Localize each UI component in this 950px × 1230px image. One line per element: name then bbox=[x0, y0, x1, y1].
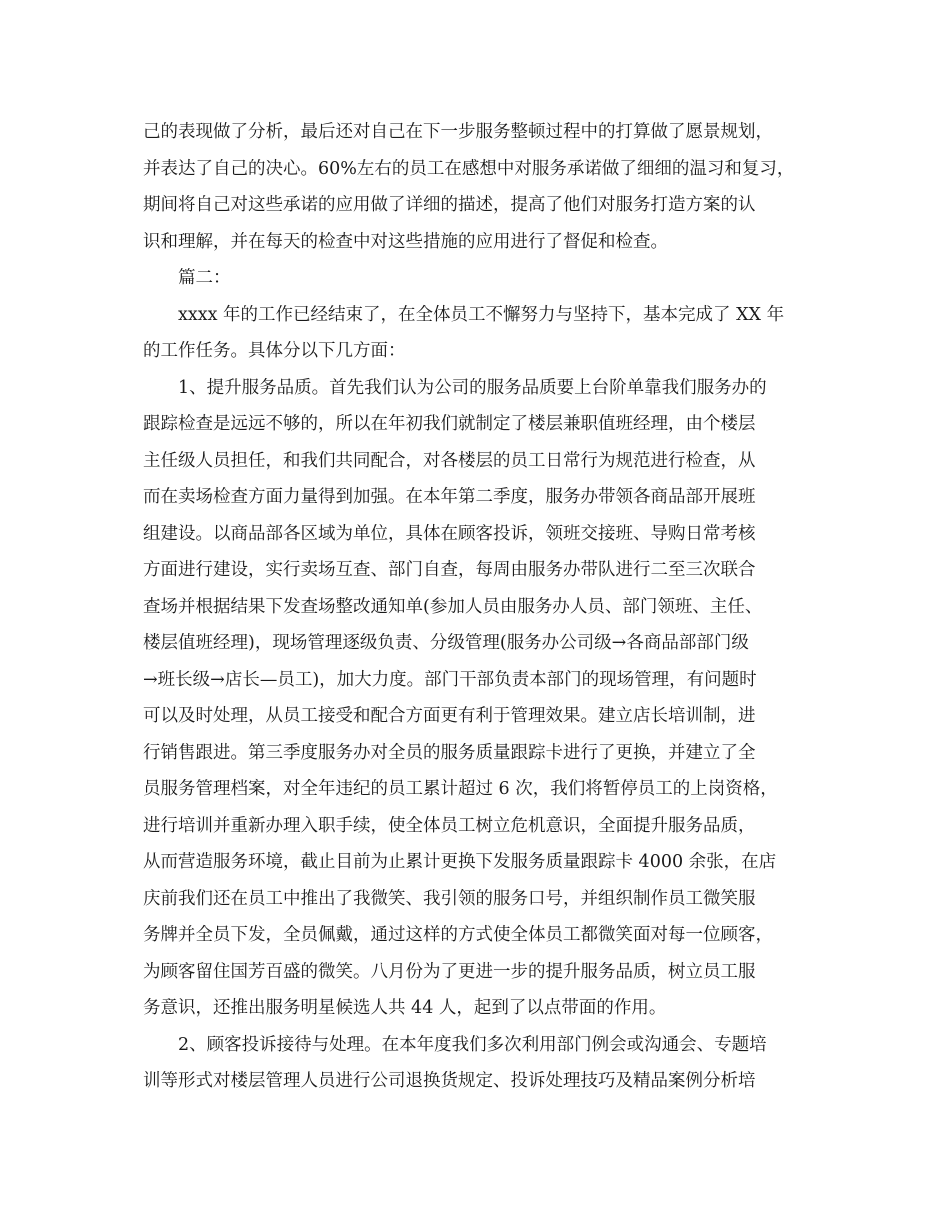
text-line: 组建设。以商品部各区域为单位，具体在顾客投诉，领班交接班、导购日常考核 bbox=[143, 523, 756, 544]
text-line: 庆前我们还在员工中推出了我微笑、我引领的服务口号，并组织制作员工微笑服 bbox=[143, 888, 756, 909]
text-line: 楼层值班经理)，现场管理逐级负责、分级管理(服务办公司级→各商品部部门级 bbox=[143, 633, 749, 653]
text-line: 方面进行建设，实行卖场互查、部门自查，每周由服务办带队进行二至三次联合 bbox=[143, 560, 756, 580]
text-line: 跟踪检查是远远不够的，所以在年初我们就制定了楼层兼职值班经理，由个楼层 bbox=[143, 414, 756, 434]
text-line: 训等形式对楼层管理人员进行公司退换货规定、投诉处理技巧及精品案例分析培 bbox=[143, 1071, 756, 1091]
text-line: 识和理解，并在每天的检查中对这些措施的应用进行了督促和检查。 bbox=[143, 231, 668, 252]
text-line: 期间将自己对这些承诺的应用做了详细的描述，提高了他们对服务打造方案的认 bbox=[143, 195, 756, 215]
text-line: 可以及时处理，从员工接受和配合方面更有利于管理效果。建立店长培训制，进 bbox=[143, 706, 756, 726]
text-line: 行销售跟进。第三季度服务办对全员的服务质量跟踪卡进行了更换，并建立了全 bbox=[143, 742, 756, 763]
paragraph-start-line: 2、顾客投诉接待与处理。在本年度我们多次利用部门例会或沟通会、专题培 bbox=[178, 1034, 767, 1055]
document-body bbox=[143, 114, 833, 1100]
text-line: 查场并根据结果下发查场整改通知单(参加人员由服务办人员、部门领班、主任、 bbox=[143, 596, 763, 617]
text-line: 主任级人员担任，和我们共同配合，对各楼层的员工日常行为规范进行检查，从 bbox=[143, 450, 756, 471]
text-line: 从而营造服务环境，截止目前为止累计更换下发服务质量跟踪卡 4000 余张，在店 bbox=[143, 852, 777, 872]
text-line: 员服务管理档案，对全年违纪的员工累计超过 6 次，我们将暂停员工的上岗资格， bbox=[143, 779, 778, 799]
paragraph-start-line: xxxx 年的工作已经结束了，在全体员工不懈努力与坚持下，基本完成了 XX 年 bbox=[178, 304, 785, 325]
text-line: →班长级→店长—员工)，加大力度。部门干部负责本部门的现场管理，有问题时 bbox=[143, 669, 757, 690]
text-line: 为顾客留住国芳百盛的微笑。八月份为了更进一步的提升服务品质，树立员工服 bbox=[143, 961, 756, 982]
section-heading: 篇二： bbox=[178, 268, 231, 288]
text-line: 并表达了自己的决心。60%左右的员工在感想中对服务承诺做了细细的温习和复习， bbox=[143, 158, 795, 179]
paragraph-start-line: 1、提升服务品质。首先我们认为公司的服务品质要上台阶单靠我们服务办的 bbox=[178, 377, 767, 398]
text-line: 己的表现做了分析，最后还对自己在下一步服务整顿过程中的打算做了愿景规划， bbox=[143, 122, 773, 142]
text-line: 的工作任务。具体分以下几方面： bbox=[143, 341, 406, 361]
text-line: 而在卖场检查方面力量得到加强。在本年第二季度，服务办带领各商品部开展班 bbox=[143, 487, 756, 507]
text-line: 务牌并全员下发，全员佩戴，通过这样的方式使全体员工都微笑面对每一位顾客， bbox=[143, 925, 773, 945]
text-line: 进行培训并重新办理入职手续，使全体员工树立危机意识，全面提升服务品质， bbox=[143, 815, 756, 836]
text-line: 务意识，还推出服务明星候选人共 44 人，起到了以点带面的作用。 bbox=[143, 998, 667, 1018]
